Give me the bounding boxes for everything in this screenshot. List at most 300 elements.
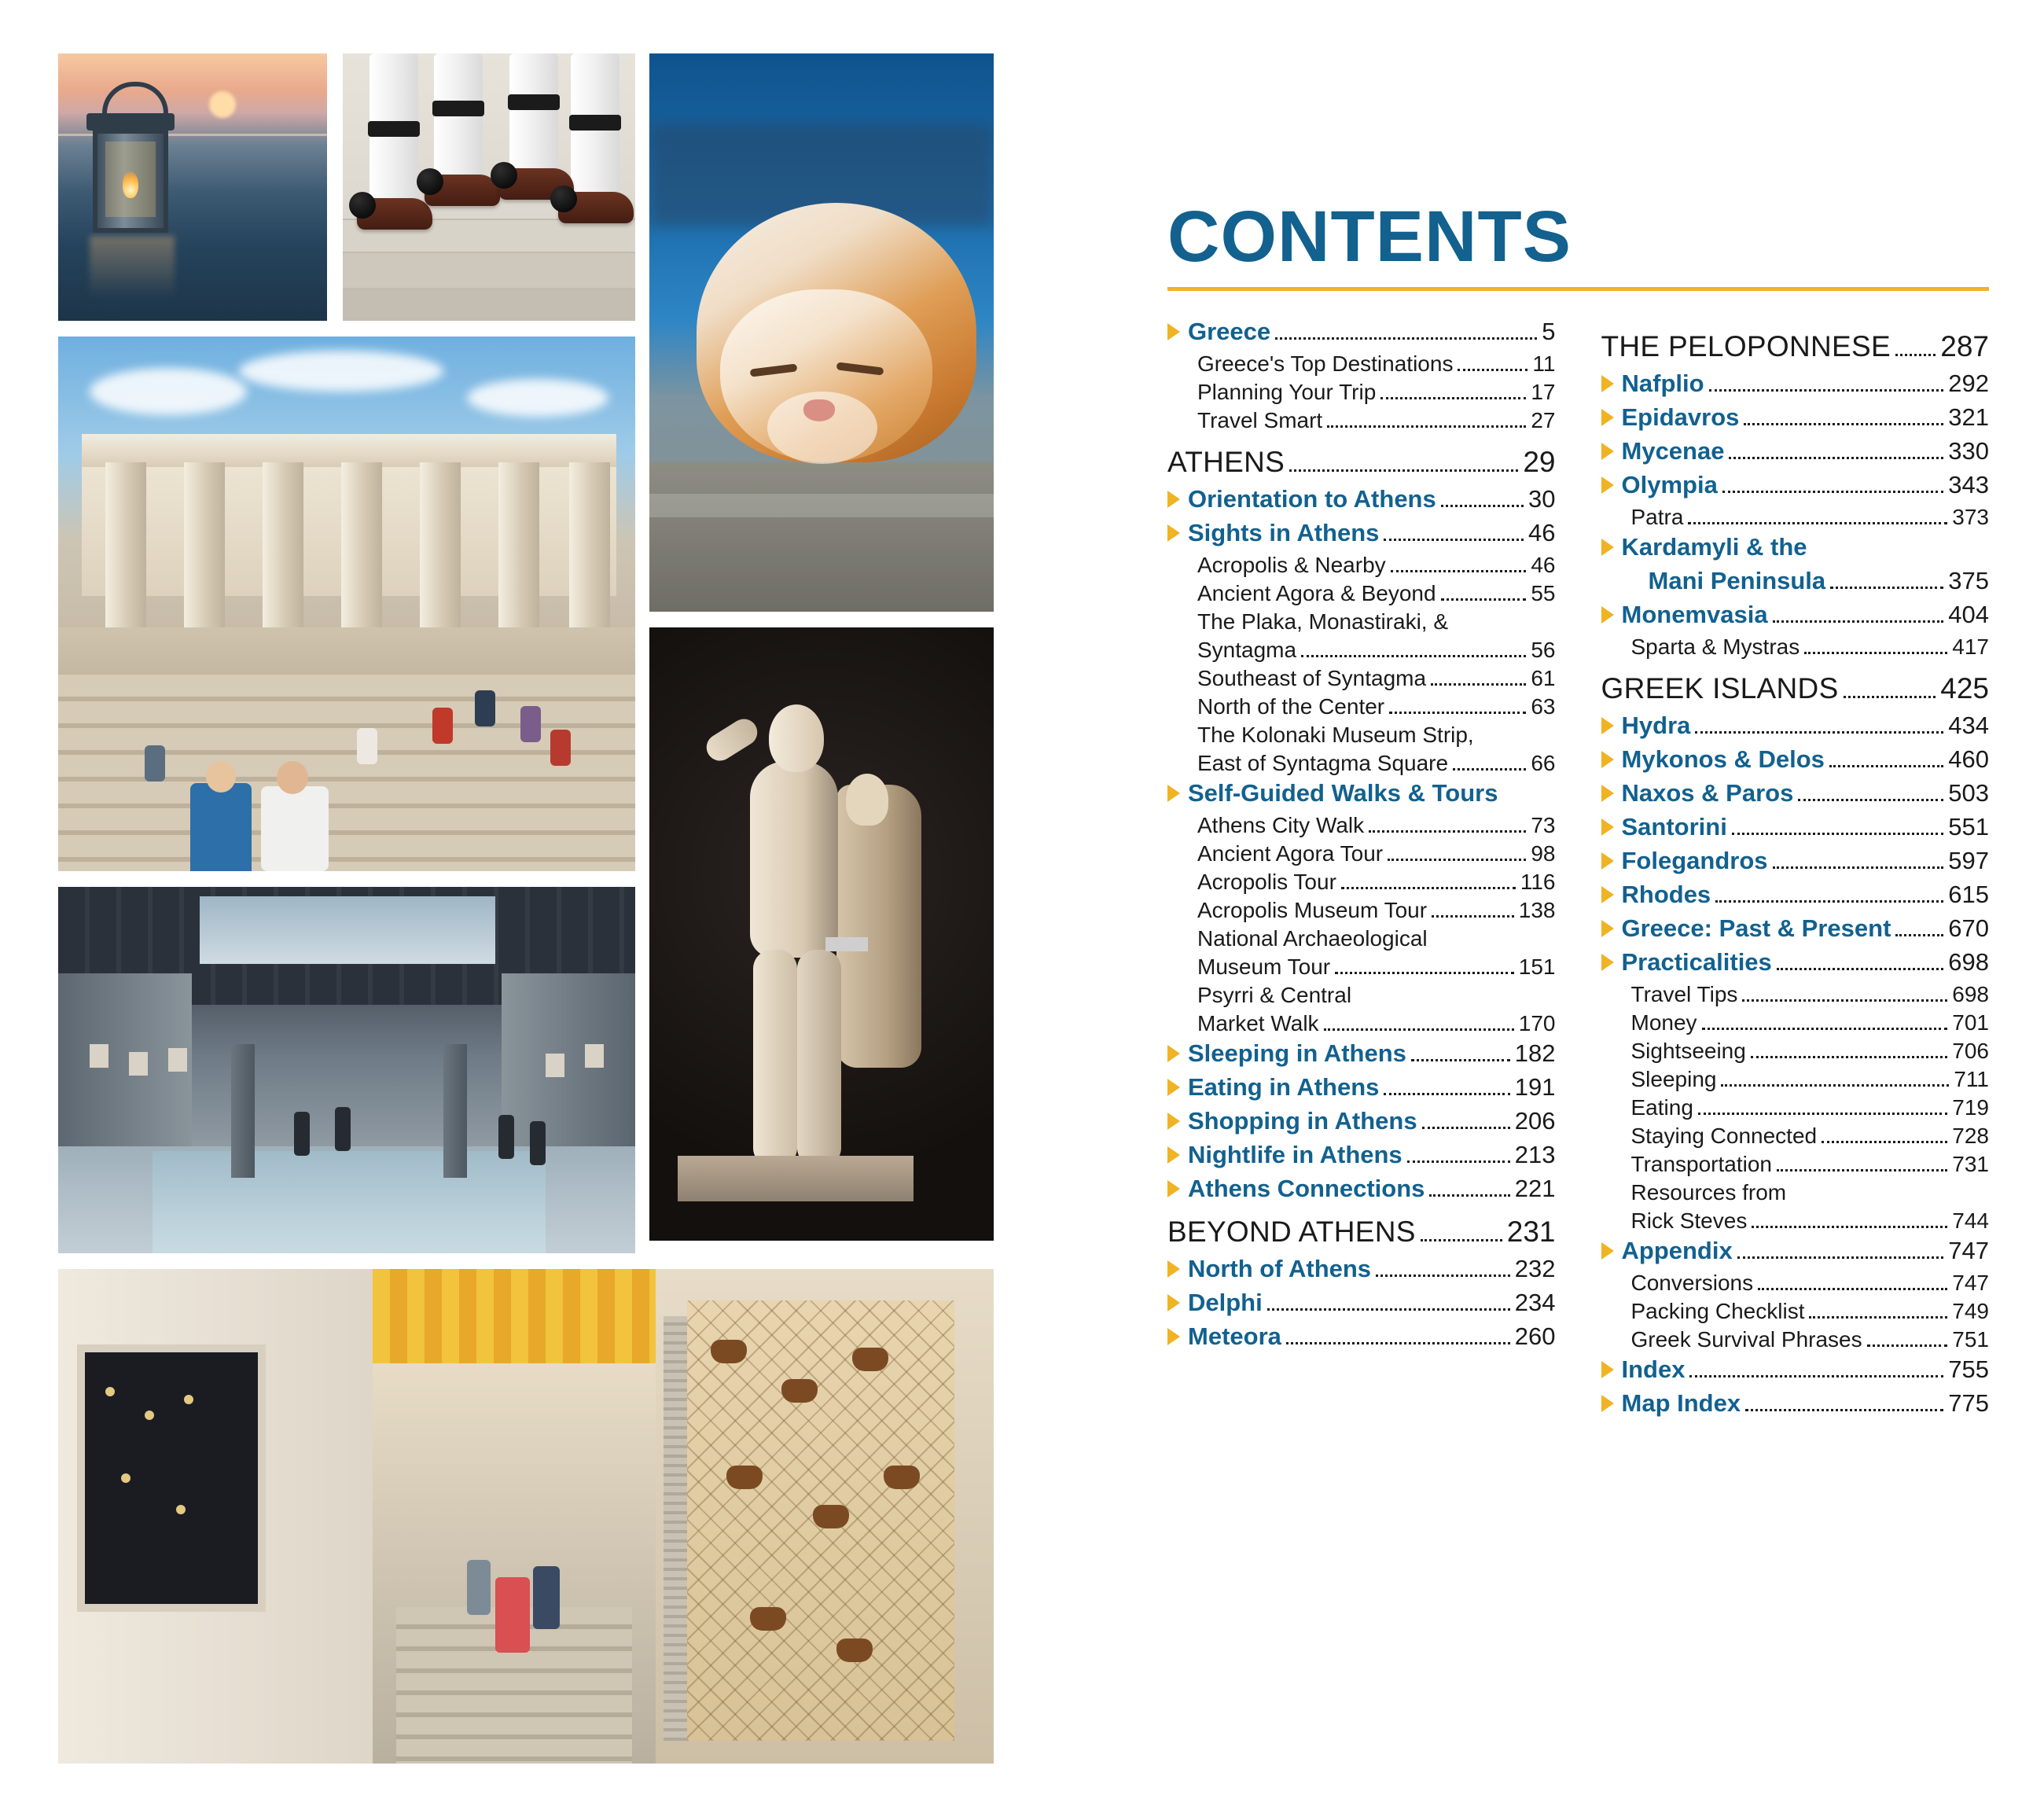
- toc-entry-label-wrap: [1601, 505, 1684, 530]
- toc-entry-label: Nightlife in Athens: [1188, 1141, 1402, 1168]
- toc-entry-label: Hydra: [1621, 712, 1691, 739]
- leader-dots: [1431, 682, 1526, 686]
- toc-entry[interactable]: [1601, 1237, 1990, 1265]
- toc-entry-label-wrap: [1167, 380, 1376, 405]
- toc-entry-label: THE PELOPONNESE: [1601, 330, 1891, 362]
- toc-entry-label-wrap: [1601, 634, 1800, 660]
- leader-dots: [1732, 832, 1943, 835]
- statue-drapery: [836, 785, 921, 1068]
- toc-page-number: 63: [1531, 694, 1556, 719]
- toc-entry[interactable]: [1601, 1152, 1990, 1177]
- jewelry-item: [184, 1395, 193, 1404]
- toc-page-number: 321: [1948, 403, 1989, 431]
- toc-entry-label: Greece: [1188, 318, 1271, 345]
- toc-page-number: 30: [1528, 485, 1556, 513]
- leader-dots: [1275, 337, 1537, 340]
- leader-dots: [1289, 469, 1518, 472]
- leader-dots: [1822, 1140, 1947, 1143]
- photo-sleeping-cat: [649, 53, 994, 612]
- toc-page-number: 260: [1514, 1322, 1556, 1350]
- toc-entry-label-line2: Syntagma: [1197, 638, 1297, 662]
- toc-entry[interactable]: [1601, 1067, 1990, 1092]
- toc-entry-label: Ancient Agora Tour: [1197, 841, 1384, 866]
- leader-dots: [1715, 899, 1943, 903]
- toc-page-number: 221: [1514, 1175, 1556, 1202]
- toc-entry[interactable]: [1167, 1322, 1556, 1351]
- toc-entry[interactable]: [1167, 1216, 1556, 1249]
- toc-entry[interactable]: [1167, 723, 1556, 748]
- toc-entry-label-wrap: [1601, 948, 1772, 977]
- toc-entry-label: Map Index: [1621, 1389, 1741, 1417]
- toc-entry[interactable]: [1601, 634, 1990, 660]
- toc-entry-continuation[interactable]: [1601, 1208, 1990, 1234]
- toc-entry[interactable]: [1601, 1095, 1990, 1120]
- museum-visitor: [498, 1115, 514, 1159]
- infant-dionysus: [846, 774, 888, 826]
- tourist-figure: [475, 690, 495, 726]
- shoe-pompom: [349, 192, 376, 219]
- leader-dots: [1407, 1160, 1510, 1163]
- temple-column: [498, 462, 539, 627]
- toc-page-number: 98: [1531, 841, 1556, 866]
- skylight: [200, 896, 495, 964]
- toc-page-number: 775: [1948, 1389, 1989, 1417]
- candle-flame: [123, 171, 138, 198]
- toc-page-number: 61: [1531, 666, 1556, 690]
- toc-entry-label: Sightseeing: [1630, 1039, 1746, 1063]
- toc-page-number: 670: [1948, 914, 1989, 942]
- toc-entry-label-wrap: [1167, 723, 1474, 748]
- museum-label: [825, 937, 868, 951]
- toc-entry[interactable]: [1601, 881, 1990, 909]
- toc-entry-label-line2: Market Walk: [1197, 1011, 1319, 1035]
- leader-dots: [1895, 353, 1936, 356]
- toc-entry-continuation[interactable]: [1167, 638, 1556, 663]
- toc-page-number: 66: [1531, 751, 1556, 775]
- leg-garter: [368, 121, 420, 137]
- triangle-right-icon: [1167, 1294, 1180, 1311]
- toc-entry[interactable]: [1601, 712, 1990, 740]
- toc-entry-label-wrap: [1601, 601, 1768, 629]
- leader-dots: [1335, 971, 1514, 974]
- photo-museum-interior: [58, 887, 635, 1253]
- toc-entry[interactable]: [1167, 1289, 1556, 1317]
- toc-page-number: 551: [1948, 813, 1989, 840]
- toc-entry[interactable]: [1167, 609, 1556, 634]
- leather-sandal: [726, 1466, 763, 1489]
- triangle-right-icon: [1601, 1395, 1614, 1412]
- marble-step: [343, 252, 635, 289]
- toc-page-number: 287: [1940, 330, 1989, 362]
- leader-dots: [1745, 1408, 1943, 1411]
- leader-dots: [1798, 798, 1943, 801]
- toc-page-number: 375: [1948, 567, 1989, 594]
- title-rule: [1167, 287, 1989, 291]
- jewelry-item: [176, 1505, 186, 1514]
- toc-entry-continuation[interactable]: [1167, 751, 1556, 776]
- toc-entry-label-line2: Rick Steves: [1630, 1208, 1748, 1233]
- guard-leg: [434, 53, 483, 179]
- toc-entry[interactable]: [1601, 403, 1990, 432]
- toc-page-number: 182: [1514, 1039, 1556, 1067]
- toc-entry[interactable]: [1601, 1124, 1990, 1149]
- triangle-right-icon: [1601, 476, 1614, 494]
- toc-entry-label: Folegandros: [1621, 847, 1768, 874]
- lantern-top: [86, 113, 175, 131]
- toc-entry-label-wrap: [1167, 1322, 1281, 1351]
- toc-entry-label: Sleeping in Athens: [1188, 1039, 1406, 1067]
- toc-entry-label-wrap: [1601, 1095, 1693, 1120]
- toc-entry-label: Self-Guided Walks & Tours: [1188, 779, 1498, 807]
- photo-hermes-statue: [649, 627, 994, 1241]
- toc-page-number: 213: [1514, 1141, 1556, 1168]
- toc-entry-label-wrap: [1167, 519, 1379, 547]
- toc-entry[interactable]: [1601, 745, 1990, 774]
- leader-dots: [1791, 1199, 1984, 1200]
- leader-dots: [1327, 425, 1526, 428]
- leather-sandal: [813, 1505, 849, 1528]
- toc-page-number: 231: [1506, 1216, 1556, 1248]
- toc-entry-label: Monemvasia: [1621, 601, 1768, 628]
- toc-entry-continuation[interactable]: [1167, 1011, 1556, 1036]
- triangle-right-icon: [1167, 524, 1180, 542]
- leather-sandal: [852, 1348, 888, 1371]
- toc-entry[interactable]: [1601, 982, 1990, 1007]
- toc-entry-label-wrap: [1601, 1039, 1746, 1064]
- toc-page-number: 191: [1514, 1073, 1556, 1101]
- toc-entry-label: Athens City Walk: [1197, 813, 1365, 837]
- toc-entry[interactable]: [1167, 553, 1556, 578]
- toc-entry[interactable]: [1601, 505, 1990, 530]
- leader-dots: [1411, 1058, 1510, 1061]
- toc-entry-label: Practicalities: [1621, 948, 1772, 976]
- toc-entry[interactable]: [1601, 1271, 1990, 1296]
- toc-page-number: 46: [1531, 553, 1556, 577]
- leader-dots: [1742, 999, 1947, 1002]
- toc-entry-label-wrap: [1601, 847, 1768, 875]
- cat-nose: [803, 399, 835, 421]
- toc-entry[interactable]: [1167, 983, 1556, 1008]
- toc-page-number: 749: [1952, 1299, 1989, 1323]
- toc-entry-label: Travel Tips: [1630, 982, 1738, 1006]
- toc-page-number: 434: [1948, 712, 1989, 739]
- toc-entry[interactable]: [1601, 1327, 1990, 1352]
- toc-page-number: 292: [1948, 370, 1989, 397]
- leather-sandal: [781, 1379, 818, 1403]
- toc-entry[interactable]: [1167, 1073, 1556, 1102]
- shopper-figure: [495, 1577, 530, 1653]
- leader-dots: [1830, 586, 1943, 589]
- toc-entry[interactable]: [1167, 841, 1556, 866]
- toc-entry-label-wrap: [1601, 1152, 1773, 1177]
- toc-page-number: 11: [1532, 351, 1556, 376]
- toc-entry[interactable]: [1167, 1107, 1556, 1135]
- toc-entry[interactable]: [1601, 370, 1990, 398]
- toc-page-number: 27: [1531, 408, 1556, 432]
- toc-entry[interactable]: [1167, 408, 1556, 433]
- toc-page-number: 747: [1952, 1271, 1989, 1295]
- toc-entry-label: Greek Survival Phrases: [1630, 1327, 1862, 1352]
- triangle-right-icon: [1601, 751, 1614, 768]
- temple-column: [420, 462, 461, 627]
- toc-entry[interactable]: [1601, 1010, 1990, 1035]
- toc-page-number: 73: [1531, 813, 1556, 837]
- statue-plinth: [678, 1156, 914, 1201]
- toc-entry-label: Acropolis & Nearby: [1197, 553, 1386, 577]
- toc-entry-label: Epidavros: [1621, 403, 1740, 431]
- toc-entry-label-wrap: [1601, 813, 1727, 841]
- toc-entry-label: Travel Smart: [1197, 408, 1323, 432]
- triangle-right-icon: [1601, 818, 1614, 836]
- toc-entry[interactable]: [1167, 813, 1556, 838]
- toc-entry[interactable]: [1167, 519, 1556, 547]
- toc-entry[interactable]: [1167, 898, 1556, 923]
- toc-entry-label: Santorini: [1621, 813, 1727, 840]
- triangle-right-icon: [1167, 1328, 1180, 1345]
- toc-page-number: 731: [1952, 1152, 1989, 1176]
- toc-entry[interactable]: [1167, 581, 1556, 606]
- leader-dots: [1709, 388, 1944, 392]
- leader-dots: [1421, 1238, 1502, 1241]
- toc-entry[interactable]: [1601, 1299, 1990, 1324]
- toc-page-number: 206: [1514, 1107, 1556, 1135]
- jewelry-display-case: [77, 1344, 266, 1612]
- toc-entry-label: Planning Your Trip: [1197, 380, 1377, 404]
- toc-entry[interactable]: [1167, 380, 1556, 405]
- toc-entry[interactable]: [1167, 318, 1556, 346]
- toc-entry-label: Resources from: [1630, 1180, 1787, 1205]
- tourist-man: [261, 786, 329, 871]
- toc-entry-label: GREEK ISLANDS: [1601, 672, 1839, 704]
- toc-page-number: 56: [1531, 638, 1556, 662]
- toc-entry-label-wrap: [1167, 485, 1436, 513]
- toc-entry-label: Naxos & Paros: [1621, 779, 1794, 807]
- triangle-right-icon: [1601, 539, 1614, 556]
- toc-entry-label-wrap: [1601, 779, 1794, 807]
- glass-floor-panel: [153, 1151, 546, 1253]
- toc-entry-label-wrap: [1167, 954, 1330, 980]
- toc-entry-label: Psyrri & Central: [1197, 983, 1352, 1007]
- toc-entry-label-wrap: [1601, 533, 1807, 561]
- toc-entry-label: Orientation to Athens: [1188, 485, 1436, 513]
- toc-entry-label-wrap: [1601, 330, 1891, 363]
- tourist-figure: [145, 745, 165, 782]
- leader-dots: [1895, 933, 1943, 936]
- toc-entry-label-wrap: [1601, 1389, 1741, 1418]
- leader-dots: [1867, 1344, 1948, 1347]
- toc-entry-label-wrap: [1601, 881, 1711, 909]
- toc-entry-label: Transportation: [1630, 1152, 1772, 1176]
- toc-entry-label-wrap: [1601, 1299, 1805, 1324]
- toc-entry-label-wrap: [1601, 1124, 1818, 1149]
- leader-dots: [1689, 1374, 1943, 1377]
- toc-columns: [1167, 318, 1989, 1423]
- photo-shopping-street: [58, 1269, 994, 1764]
- leader-dots: [1341, 886, 1516, 889]
- temple-column: [105, 462, 146, 627]
- toc-entry-label: Appendix: [1621, 1237, 1733, 1264]
- toc-entry-label-wrap: [1167, 694, 1384, 719]
- toc-entry-label-wrap: [1601, 1180, 1787, 1205]
- toc-entry[interactable]: [1601, 533, 1990, 561]
- tourist-figure: [357, 728, 377, 764]
- toc-entry[interactable]: [1601, 601, 1990, 629]
- toc-page-number: 234: [1514, 1289, 1556, 1316]
- stone-ledge: [649, 462, 994, 612]
- toc-entry[interactable]: [1167, 485, 1556, 513]
- toc-entry[interactable]: [1167, 870, 1556, 895]
- triangle-right-icon: [1167, 1113, 1180, 1130]
- toc-entry-label: Acropolis Museum Tour: [1197, 898, 1428, 922]
- triangle-right-icon: [1601, 852, 1614, 870]
- toc-entry[interactable]: [1601, 437, 1990, 465]
- temple-column: [263, 462, 303, 627]
- toc-entry-label-wrap: [1601, 437, 1725, 465]
- toc-entry-label-wrap: [1601, 1237, 1733, 1265]
- temple-column: [341, 462, 382, 627]
- toc-entry[interactable]: [1601, 672, 1990, 705]
- leader-dots: [1432, 945, 1551, 946]
- leader-dots: [1722, 490, 1943, 493]
- toc-entry-label: BEYOND ATHENS: [1167, 1216, 1416, 1248]
- toc-page-number: 706: [1952, 1039, 1989, 1063]
- toc-entry[interactable]: [1167, 694, 1556, 719]
- toc-page-number: 698: [1948, 948, 1989, 976]
- toc-entry-label-wrap: [1167, 926, 1428, 951]
- statue-leg: [753, 950, 797, 1167]
- leader-dots: [1441, 504, 1524, 507]
- museum-visitor: [335, 1107, 351, 1151]
- leader-dots: [1384, 1092, 1509, 1095]
- leader-dots: [1737, 1256, 1944, 1259]
- toc-page-number: 698: [1952, 982, 1989, 1006]
- toc-entry-label-wrap: [1167, 1107, 1417, 1135]
- toc-page-number: 17: [1531, 380, 1556, 404]
- page-title: CONTENTS: [1167, 197, 1572, 277]
- statue-raised-arm: [701, 714, 762, 766]
- toc-entry[interactable]: [1601, 813, 1990, 841]
- toc-page-number: 751: [1952, 1327, 1989, 1352]
- toc-page-number: 503: [1948, 779, 1989, 807]
- leather-sandal: [711, 1340, 747, 1363]
- leader-dots: [1809, 1315, 1947, 1319]
- shopper-figure: [533, 1566, 560, 1629]
- toc-entry-label: The Kolonaki Museum Strip,: [1197, 723, 1474, 747]
- toc-entry[interactable]: [1167, 1175, 1556, 1203]
- tourist-head: [206, 761, 236, 793]
- cloud: [467, 379, 608, 417]
- toc-entry-label: Packing Checklist: [1630, 1299, 1805, 1323]
- toc-entry-label-line2: Mani Peninsula: [1648, 567, 1826, 594]
- toc-entry[interactable]: [1167, 1039, 1556, 1068]
- toc-entry-label: Sparta & Mystras: [1630, 634, 1800, 659]
- photo-collage: [58, 53, 994, 1764]
- toc-page-number: 711: [1954, 1067, 1989, 1091]
- toc-page-number: 151: [1518, 954, 1556, 979]
- leader-dots: [1777, 1168, 1947, 1171]
- toc-entry[interactable]: [1601, 1039, 1990, 1064]
- toc-entry[interactable]: [1167, 446, 1556, 479]
- toc-entry-label-wrap: [1167, 638, 1296, 663]
- triangle-right-icon: [1167, 1180, 1180, 1197]
- cloud: [90, 368, 247, 415]
- toc-entry-label-wrap: [1167, 1175, 1425, 1203]
- toc-entry-label-line2: Museum Tour: [1197, 954, 1331, 979]
- triangle-right-icon: [1167, 1146, 1180, 1164]
- toc-entry-label-wrap: [1167, 666, 1426, 691]
- toc-entry-continuation[interactable]: [1601, 567, 1990, 595]
- toc-entry[interactable]: [1601, 1355, 1990, 1384]
- triangle-right-icon: [1601, 409, 1614, 426]
- contents-section: [1167, 197, 1989, 1423]
- toc-entry[interactable]: [1601, 779, 1990, 807]
- toc-entry[interactable]: [1601, 914, 1990, 943]
- leader-dots: [1324, 1028, 1514, 1031]
- sun-glow: [209, 91, 236, 118]
- leader-dots: [1844, 695, 1936, 698]
- toc-page-number: 55: [1531, 581, 1556, 605]
- toc-entry-label: Eating in Athens: [1188, 1073, 1380, 1101]
- toc-entry[interactable]: [1601, 330, 1990, 363]
- toc-entry[interactable]: [1601, 948, 1990, 977]
- temple-column: [569, 462, 610, 627]
- leader-dots: [1721, 1083, 1949, 1087]
- leader-dots: [1301, 654, 1526, 657]
- triangle-right-icon: [1601, 886, 1614, 903]
- toc-entry[interactable]: [1601, 1180, 1990, 1205]
- tourist-figure: [550, 730, 571, 766]
- triangle-right-icon: [1601, 954, 1614, 971]
- toc-entry[interactable]: [1167, 351, 1556, 377]
- toc-page-number: 747: [1948, 1237, 1989, 1264]
- toc-entry-label: Greece: Past & Present: [1621, 914, 1891, 942]
- toc-entry[interactable]: [1601, 471, 1990, 499]
- toc-page-number: 744: [1952, 1208, 1989, 1233]
- shoe-pompom: [550, 186, 577, 212]
- toc-entry[interactable]: [1601, 847, 1990, 875]
- toc-entry-label: National Archaeological: [1197, 926, 1428, 951]
- temple-column: [184, 462, 225, 627]
- toc-entry[interactable]: [1167, 1255, 1556, 1283]
- triangle-right-icon: [1601, 717, 1614, 734]
- toc-entry[interactable]: [1167, 1141, 1556, 1169]
- toc-entry[interactable]: [1167, 666, 1556, 691]
- leather-sandal: [836, 1639, 873, 1662]
- toc-entry-label-wrap: [1167, 1216, 1416, 1249]
- leader-dots: [1751, 1055, 1947, 1058]
- toc-entry-label: Meteora: [1188, 1322, 1281, 1350]
- toc-entry-label-wrap: [1167, 553, 1386, 578]
- toc-entry[interactable]: [1167, 926, 1556, 951]
- toc-page-number: 701: [1952, 1010, 1989, 1035]
- toc-page-number: 615: [1948, 881, 1989, 908]
- toc-page-number: 116: [1520, 870, 1556, 894]
- toc-column-right: [1601, 318, 1990, 1423]
- triangle-right-icon: [1167, 785, 1180, 802]
- toc-entry-label-wrap: [1167, 898, 1427, 923]
- toc-entry[interactable]: [1167, 779, 1556, 807]
- toc-entry-label-wrap: [1167, 1141, 1402, 1169]
- toc-entry-label-wrap: [1167, 318, 1270, 346]
- toc-entry-continuation[interactable]: [1167, 954, 1556, 980]
- toc-page-number: 728: [1952, 1124, 1989, 1148]
- toc-entry[interactable]: [1601, 1389, 1990, 1418]
- toc-entry-label-wrap: [1167, 1039, 1406, 1068]
- tourist-head: [277, 761, 308, 794]
- triangle-right-icon: [1601, 785, 1614, 802]
- toc-entry-label-wrap: [1167, 1255, 1371, 1283]
- toc-entry-label-wrap: [1601, 567, 1826, 595]
